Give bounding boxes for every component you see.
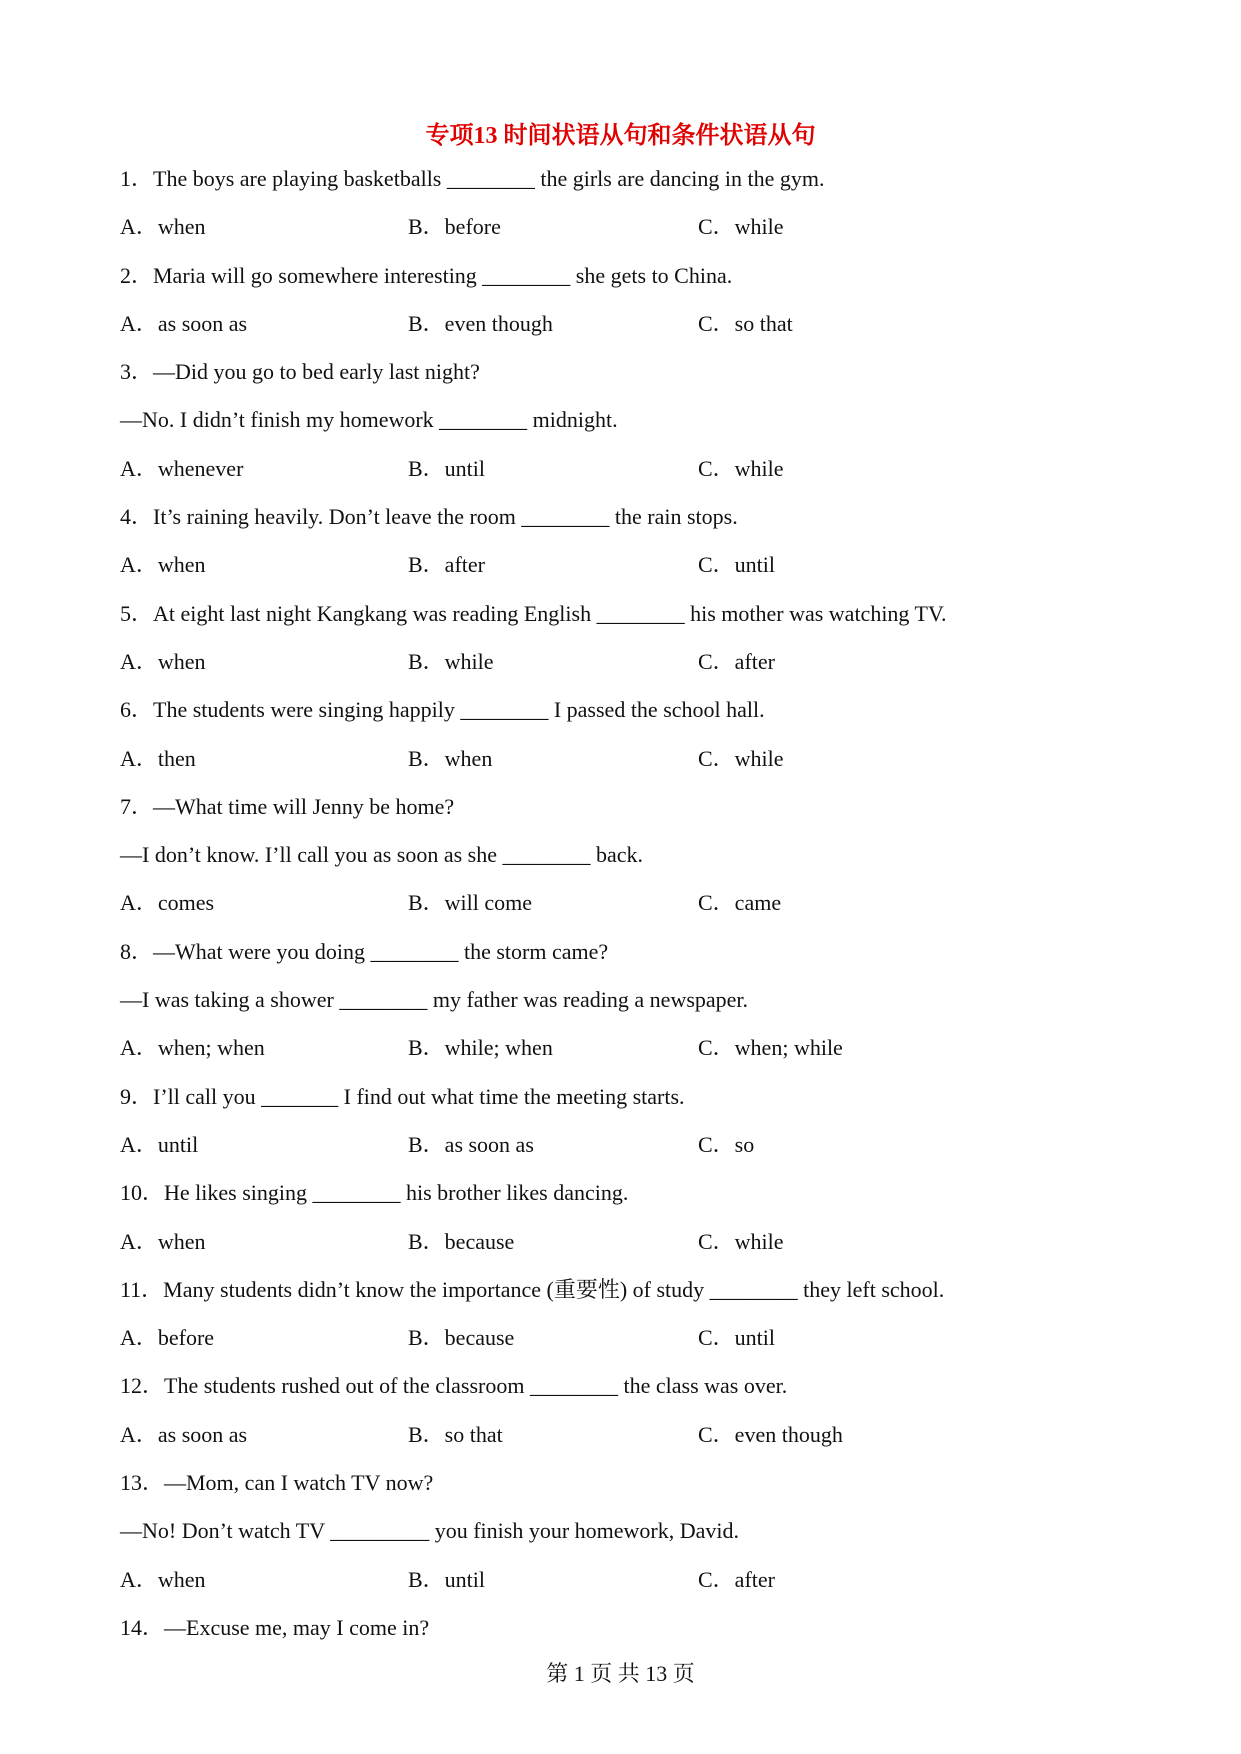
- question-stem: 5．At eight last night Kangkang was reading English ________ his mother was watching TV.: [120, 600, 947, 626]
- option-a: A．when: [120, 1228, 206, 1254]
- answer-options: [120, 649, 1120, 675]
- option-c: C．while: [698, 745, 784, 771]
- question-stem: 13．—Mom, can I watch TV now?: [120, 1470, 434, 1496]
- answer-options: [120, 890, 1120, 916]
- page-title: 专项13 时间状语从句和条件状语从句: [425, 123, 816, 149]
- option-a: A．as soon as: [120, 1421, 248, 1447]
- option-a: A．when: [120, 552, 206, 578]
- option-a: A．when: [120, 648, 206, 674]
- option-c: C．so: [698, 1131, 755, 1157]
- option-b: B．as soon as: [408, 1131, 534, 1157]
- option-b: B．because: [408, 1228, 515, 1254]
- option-c: C．until: [698, 1325, 776, 1351]
- option-b: B．will come: [408, 890, 533, 916]
- answer-options: [120, 1132, 1120, 1158]
- answer-options: [120, 1567, 1120, 1593]
- option-a: A．comes: [120, 890, 215, 916]
- option-c: C．even though: [698, 1421, 843, 1447]
- question-stem: 10．He likes singing ________ his brother likes dancing.: [120, 1180, 629, 1206]
- option-b: B．when: [408, 745, 493, 771]
- question-dialogue-line: —No. I didn’t finish my homework ________ midnight.: [120, 407, 618, 433]
- option-b: B．even though: [408, 310, 553, 336]
- option-c: C．while: [698, 455, 784, 481]
- option-a: A．then: [120, 745, 196, 771]
- answer-options: [120, 214, 1120, 240]
- question-dialogue-line: —I don’t know. I’ll call you as soon as she ________ back.: [120, 842, 644, 868]
- option-b: B．after: [408, 552, 485, 578]
- answer-options: [120, 456, 1120, 482]
- option-a: A．before: [120, 1325, 215, 1351]
- question-list: [120, 166, 1120, 1663]
- question-dialogue-line: —I was taking a shower ________ my father was reading a newspaper.: [120, 987, 749, 1013]
- option-a: A．when; when: [120, 1035, 265, 1061]
- answer-options: [120, 1422, 1120, 1448]
- question-stem: 3．—Did you go to bed early last night?: [120, 359, 480, 385]
- question-stem: 2．Maria will go somewhere interesting ________ she gets to China.: [120, 262, 733, 288]
- page-footer: 第 1 页 共 13 页: [546, 1661, 695, 1686]
- option-c: C．after: [698, 1566, 775, 1592]
- option-c: C．so that: [698, 310, 793, 336]
- question-stem: 7．—What time will Jenny be home?: [120, 793, 455, 819]
- option-c: C．while: [698, 1228, 784, 1254]
- question-stem: 6．The students were singing happily ________ I passed the school hall.: [120, 697, 765, 723]
- question-stem: 12．The students rushed out of the classroom ________ the class was over.: [120, 1373, 788, 1399]
- option-b: B．so that: [408, 1421, 503, 1447]
- question-stem: 4．It’s raining heavily. Don’t leave the room ________ the rain stops.: [120, 504, 738, 530]
- option-a: A．when: [120, 214, 206, 240]
- answer-options: [120, 746, 1120, 772]
- option-c: C．after: [698, 648, 775, 674]
- answer-options: [120, 552, 1120, 578]
- option-b: B．before: [408, 214, 501, 240]
- option-a: A．as soon as: [120, 310, 248, 336]
- option-a: A．whenever: [120, 455, 244, 481]
- question-stem: 1．The boys are playing basketballs ________ the girls are dancing in the gym.: [120, 166, 825, 191]
- answer-options: [120, 1035, 1120, 1061]
- question-stem: 11．Many students didn’t know the importance (重要性) of study ________ they left school.: [120, 1276, 945, 1302]
- option-b: B．while; when: [408, 1035, 553, 1061]
- question-stem: 14．—Excuse me, may I come in?: [120, 1614, 430, 1640]
- option-b: B．until: [408, 1566, 486, 1592]
- option-b: B．while: [408, 648, 494, 674]
- option-c: C．when; while: [698, 1035, 843, 1061]
- answer-options: [120, 1325, 1120, 1351]
- option-c: C．came: [698, 890, 782, 916]
- option-c: C．until: [698, 552, 776, 578]
- question-dialogue-line: —No! Don’t watch TV _________ you finish your homework, David.: [120, 1518, 739, 1544]
- option-b: B．until: [408, 455, 486, 481]
- question-stem: 8．—What were you doing ________ the storm came?: [120, 938, 609, 964]
- option-b: B．because: [408, 1325, 515, 1351]
- option-a: A．when: [120, 1566, 206, 1592]
- question-stem: 9．I’ll call you _______ I find out what time the meeting starts.: [120, 1083, 685, 1109]
- option-a: A．until: [120, 1131, 199, 1157]
- answer-options: [120, 1229, 1120, 1255]
- answer-options: [120, 311, 1120, 337]
- option-c: C．while: [698, 214, 784, 240]
